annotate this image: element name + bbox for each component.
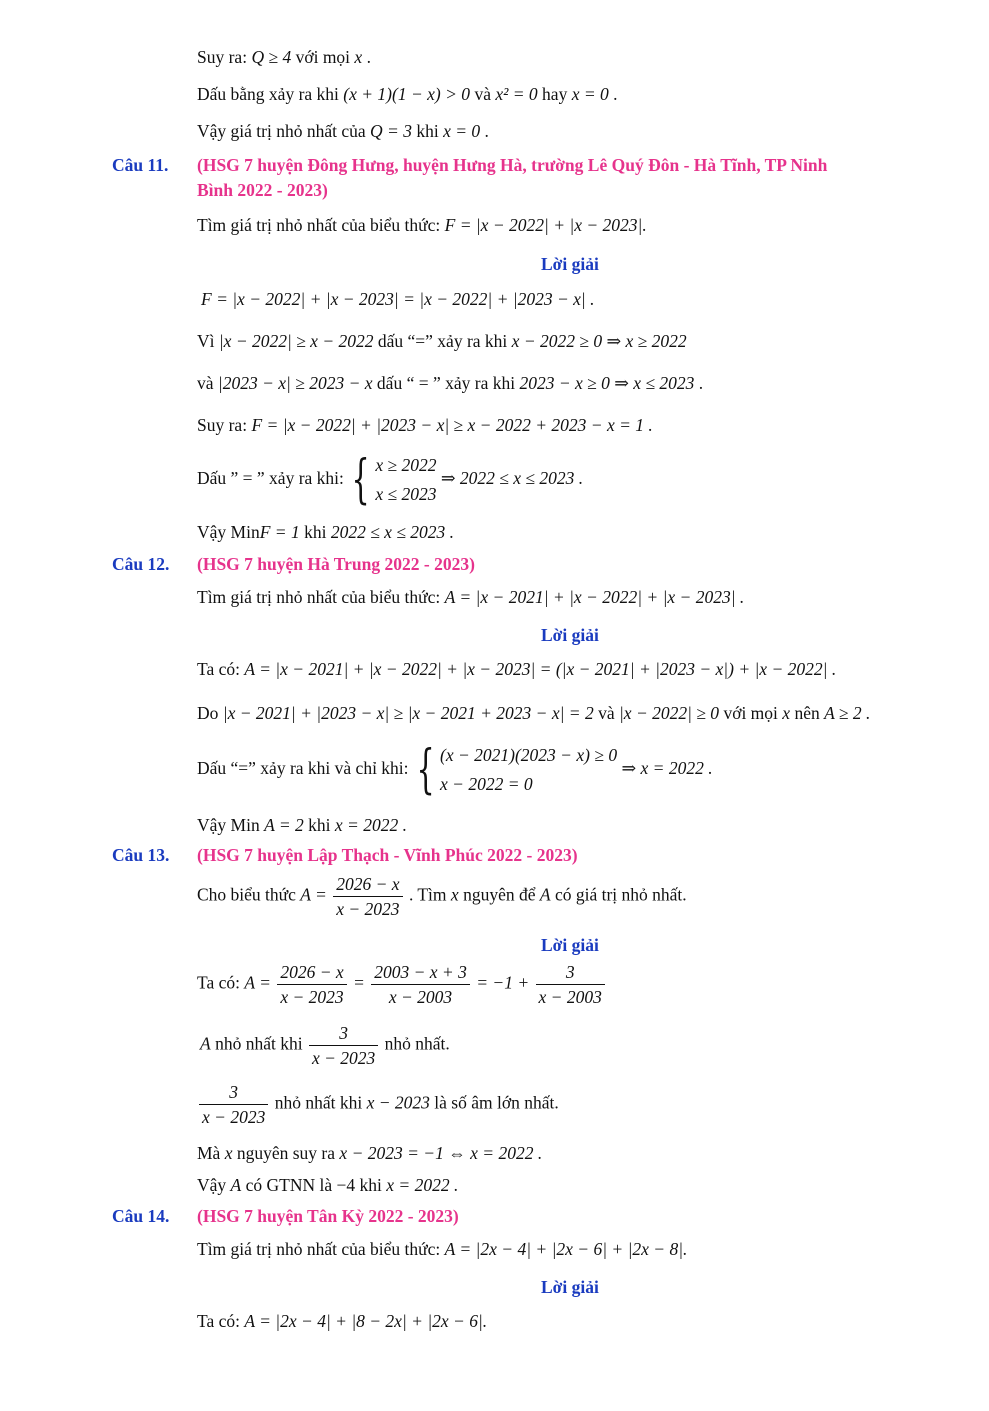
question-14-step-1: Ta có: A = |2x − 4| + |8 − 2x| + |2x − 6|.: [197, 1311, 488, 1331]
question-12-solution-title: Lời giải: [541, 625, 599, 645]
question-13-step-4: Mà x nguyên suy ra x − 2023 = −1 ⇔ x = 2022 .: [197, 1143, 543, 1163]
question-14-solution-title: Lời giải: [541, 1277, 599, 1297]
fraction: $\frac{3}{x - 2023}$: [199, 1082, 268, 1127]
question-12-conclusion: Vậy Min A = 2 khi x = 2022 .: [197, 815, 407, 835]
fraction: $\frac{2026 - x}{x - 2023}$: [333, 874, 402, 919]
question-11-step-2: Vì |x − 2022| ≥ x − 2022 dấu “=” xảy ra khi x − 2022 ≥ 0 ⇒ x ≥ 2022: [197, 331, 687, 351]
system-brace: { (x − 2021)(2023 − x) ≥ 0 x − 2022 = 0: [416, 739, 618, 800]
prev-line-2: Dấu bằng xảy ra khi (x + 1)(1 − x) > 0 và x² = 0 hay x = 0 .: [197, 84, 618, 104]
question-12-step-1: Ta có: A = |x − 2021| + |x − 2022| + |x − 2023| = (|x − 2021| + |2023 − x|) + |x − 2022| .: [197, 659, 837, 679]
question-13-step-2: A nhỏ nhất khi $\frac{3}{x - 2023}$ nhỏ nhất.: [200, 1023, 450, 1069]
question-11-step-5: Dấu ” = ” xảy ra khi: { x ≥ 2022 x ≤ 2023 ⇒ 2022 ≤ x ≤ 2023 .: [197, 449, 584, 510]
prev-line-1: Suy ra: Q ≥ 4 với mọi x .: [197, 47, 371, 67]
question-14-label: Câu 14.: [112, 1206, 170, 1226]
question-13-label: Câu 13.: [112, 845, 170, 865]
fraction: $\frac{3}{x - 2023}$: [309, 1023, 378, 1068]
question-12-step-3: Dấu “=” xảy ra khi và chỉ khi: { (x − 2021)(2023 − x) ≥ 0 x − 2022 = 0 ⇒ x = 2022 .: [197, 739, 713, 800]
question-13-step-3: $\frac{3}{x - 2023}$ nhỏ nhất khi x − 2023 là số âm lớn nhất.: [197, 1082, 559, 1127]
question-12-step-2: Do |x − 2021| + |2023 − x| ≥ |x − 2021 + 2023 − x| = 2 và |x − 2022| ≥ 0 với mọi x nên A ≥ 2 .: [197, 703, 871, 723]
question-11-label: Câu 11.: [112, 155, 169, 175]
question-14-source: (HSG 7 huyện Tân Kỳ 2022 - 2023): [197, 1206, 459, 1226]
fraction: $\frac{2026 - x}{x - 2023}$: [277, 962, 346, 1007]
question-11-step-3: và |2023 − x| ≥ 2023 − x dấu “ = ” xảy ra khi 2023 − x ≥ 0 ⇒ x ≤ 2023 .: [197, 373, 704, 393]
question-11-problem: Tìm giá trị nhỏ nhất của biểu thức: F = |x − 2022| + |x − 2023|.: [197, 215, 647, 235]
fraction: $\frac{3}{x - 2003}$: [536, 962, 605, 1007]
question-12-problem: Tìm giá trị nhỏ nhất của biểu thức: A = |x − 2021| + |x − 2022| + |x − 2023| .: [197, 587, 745, 607]
prev-line-3: Vậy giá trị nhỏ nhất của Q = 3 khi x = 0 .: [197, 121, 489, 141]
question-11-step-1: F = |x − 2022| + |x − 2023| = |x − 2022| + |2023 − x| .: [201, 289, 595, 309]
system-brace: { x ≥ 2022 x ≤ 2023: [351, 449, 437, 510]
question-13-problem: Cho biểu thức A = $\frac{2026 - x}{x - 2023}$ . Tìm x nguyên để A có giá trị nhỏ nhất.: [197, 874, 687, 920]
question-13-source: (HSG 7 huyện Lập Thạch - Vĩnh Phúc 2022 - 2023): [197, 845, 578, 865]
question-11-solution-title: Lời giải: [541, 254, 599, 274]
question-14-problem: Tìm giá trị nhỏ nhất của biểu thức: A = |2x − 4| + |2x − 6| + |2x − 8|.: [197, 1239, 688, 1259]
question-12-source: (HSG 7 huyện Hà Trung 2022 - 2023): [197, 554, 475, 574]
question-11-source-line-1: (HSG 7 huyện Đông Hưng, huyện Hưng Hà, trường Lê Quý Đôn - Hà Tĩnh, TP Ninh: [197, 155, 828, 175]
question-11-step-4: Suy ra: F = |x − 2022| + |2023 − x| ≥ x − 2022 + 2023 − x = 1 .: [197, 415, 653, 435]
question-13-solution-title: Lời giải: [541, 935, 599, 955]
question-13-conclusion: Vậy A có GTNN là −4 khi x = 2022 .: [197, 1175, 459, 1195]
question-11-source-line-2: Bình 2022 - 2023): [197, 180, 328, 200]
question-12-label: Câu 12.: [112, 554, 170, 574]
question-13-step-1: Ta có: A = $\frac{2026 - x}{x - 2023}$ = $\frac{2003 - x + 3}{x - 2003}$ = −1 + $\frac{3}{x - 2003}$: [197, 962, 607, 1007]
fraction: $\frac{2003 - x + 3}{x - 2003}$: [371, 962, 470, 1007]
question-11-conclusion: Vậy MinF = 1 khi 2022 ≤ x ≤ 2023 .: [197, 522, 455, 542]
